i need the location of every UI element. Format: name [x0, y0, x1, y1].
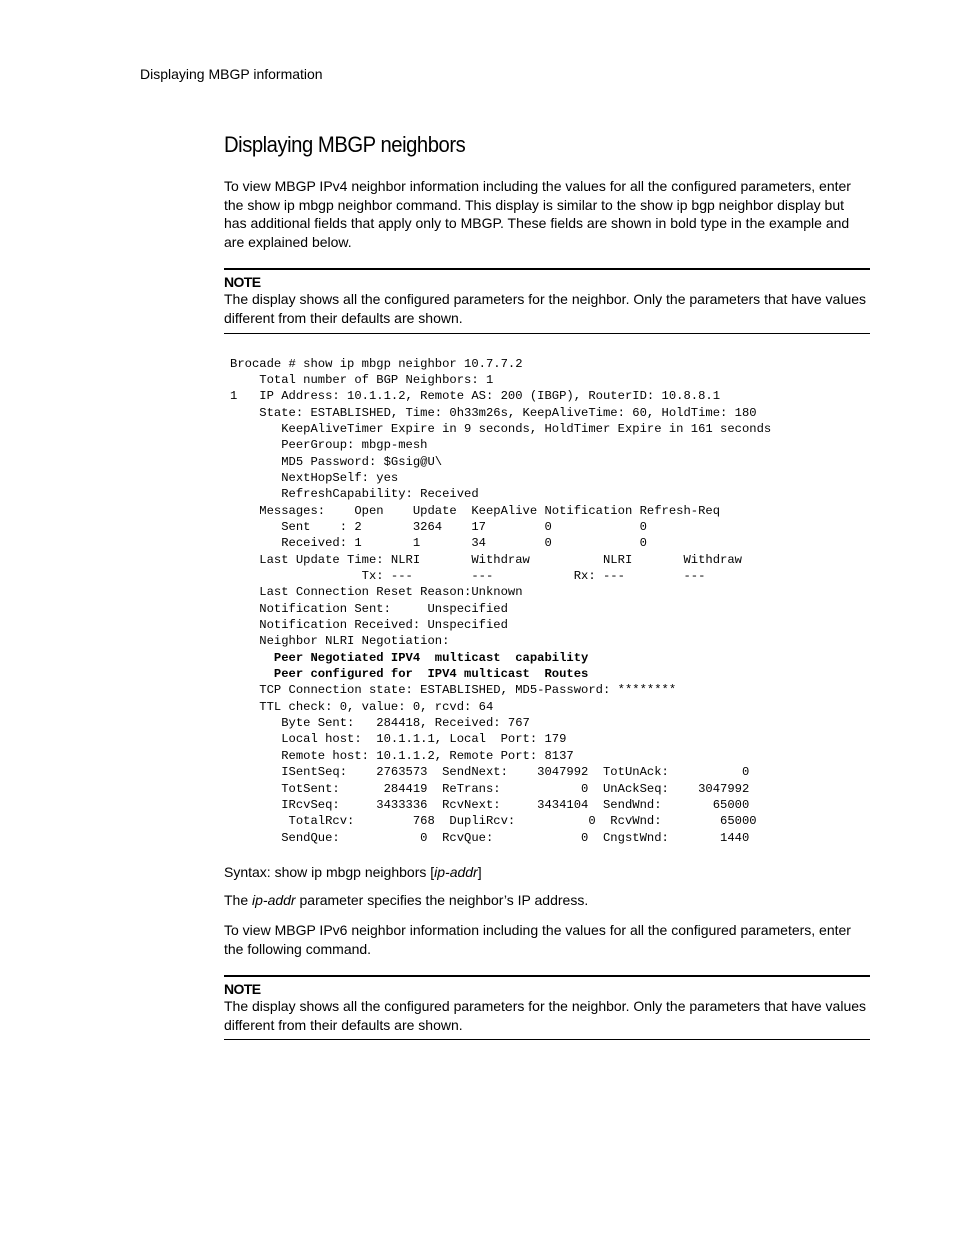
command-show-ip-bgp-neighbor: show ip bgp neighbor — [640, 196, 774, 213]
note-label-2: NOTE — [224, 981, 261, 998]
note-box-2 — [224, 975, 870, 1040]
command-show-ip-mbgp-neighbor: show ip mbgp neighbor — [247, 196, 393, 213]
main-content — [224, 132, 870, 1040]
intro-text-1: To view MBGP IPv4 neighbor information including the values for all the configured parameters, enter the — [224, 178, 851, 213]
section-title: Displaying MBGP neighbors — [224, 132, 466, 157]
syntax-arg: ip-addr — [434, 863, 478, 880]
intro-paragraph — [224, 177, 870, 251]
cli-output-bottom: TCP Connection state: ESTABLISHED, MD5-Password: ******** TTL check: 0, value: 0, rcvd: 64 Byte Sent: 284418, Received: 767 Local host: 10.1.1.1, Local Port: 179 Remote host: 10.1.1.2, Remote Port: 8137 ISentSeq: 2763573 SendNext: 3047992 TotUnAck: 0 TotSent: 284419 ReTrans: 0 UnAckSeq: 3047992 IRcvSeq: 3433336 RcvNext: 3434104 SendWnd: 65000 TotalRcv: 768 DupliRcv: 0 RcvWnd: 65000 SendQue: 0 RcvQue: 0 CngstWnd: 1440 — [259, 683, 757, 845]
cli-bold-line-configured: Peer configured for IPV4 multicast Routes — [230, 667, 589, 682]
note-label: NOTE — [224, 274, 261, 291]
intro-text-3: display but has additional fields that apply only to MBGP. These fields are shown in bold type in the example and are explained below. — [224, 196, 850, 250]
param-text-2: parameter specifies the neighbor’s IP address. — [295, 892, 589, 909]
note-box — [224, 268, 870, 333]
syntax-line — [224, 863, 870, 882]
cli-output — [230, 356, 870, 846]
ipv6-intro-paragraph: To view MBGP IPv6 neighbor information including the values for all the configured parameters, enter the following command. — [224, 922, 851, 957]
param-arg: ip-addr — [252, 892, 296, 909]
syntax-bracket-close: ] — [477, 863, 482, 880]
running-header: Displaying MBGP information — [140, 66, 323, 82]
param-text-1: The — [224, 892, 253, 909]
intro-text-2: command. This display is similar to the — [392, 196, 641, 213]
cli-bold-line-negotiated: Peer Negotiated IPV4 multicast capability — [230, 650, 589, 665]
param-paragraph — [224, 891, 870, 910]
syntax-command: show ip mbgp neighbors — [274, 863, 427, 880]
note-text-2: The display shows all the configured parameters for the neighbor. Only the parameters that have values different from their defaults are shown. — [224, 998, 867, 1033]
cli-output-top: Brocade # show ip mbgp neighbor 10.7.7.2 Total number of BGP Neighbors: 1 1 IP Address: 10.1.1.2, Remote AS: 200 (IBGP), RouterID: 10.8.8.1 State: ESTABLISHED, Time: 0h33m26s, KeepAliveTime: 60, HoldTime: 180 KeepAliveTimer Expire in 9 seconds, HoldTimer Expire in 161 seconds PeerGroup: mbgp-mesh MD5 Password: $Gsig@U\ NextHopSelf: yes RefreshCapability: Received Messages: Open Update KeepAlive Notification Refresh-Req Sent : 2 3264 17 0 0 Received: 1 1 34 0 0 Last Update Time: NLRI Withdraw NLRI Withdraw Tx: --- --- Rx: --- --- Last Connection Reset Reason:Unknown Notification Sent: Unspecified Notification Received: Unspecified Neighbor NLRI Negotiation: — [230, 356, 772, 649]
syntax-label: Syntax: — [224, 863, 275, 880]
note-text: The display shows all the configured parameters for the neighbor. Only the parameters that have values different from their defaults are shown. — [224, 291, 867, 326]
syntax-bracket-open: [ — [426, 863, 435, 880]
